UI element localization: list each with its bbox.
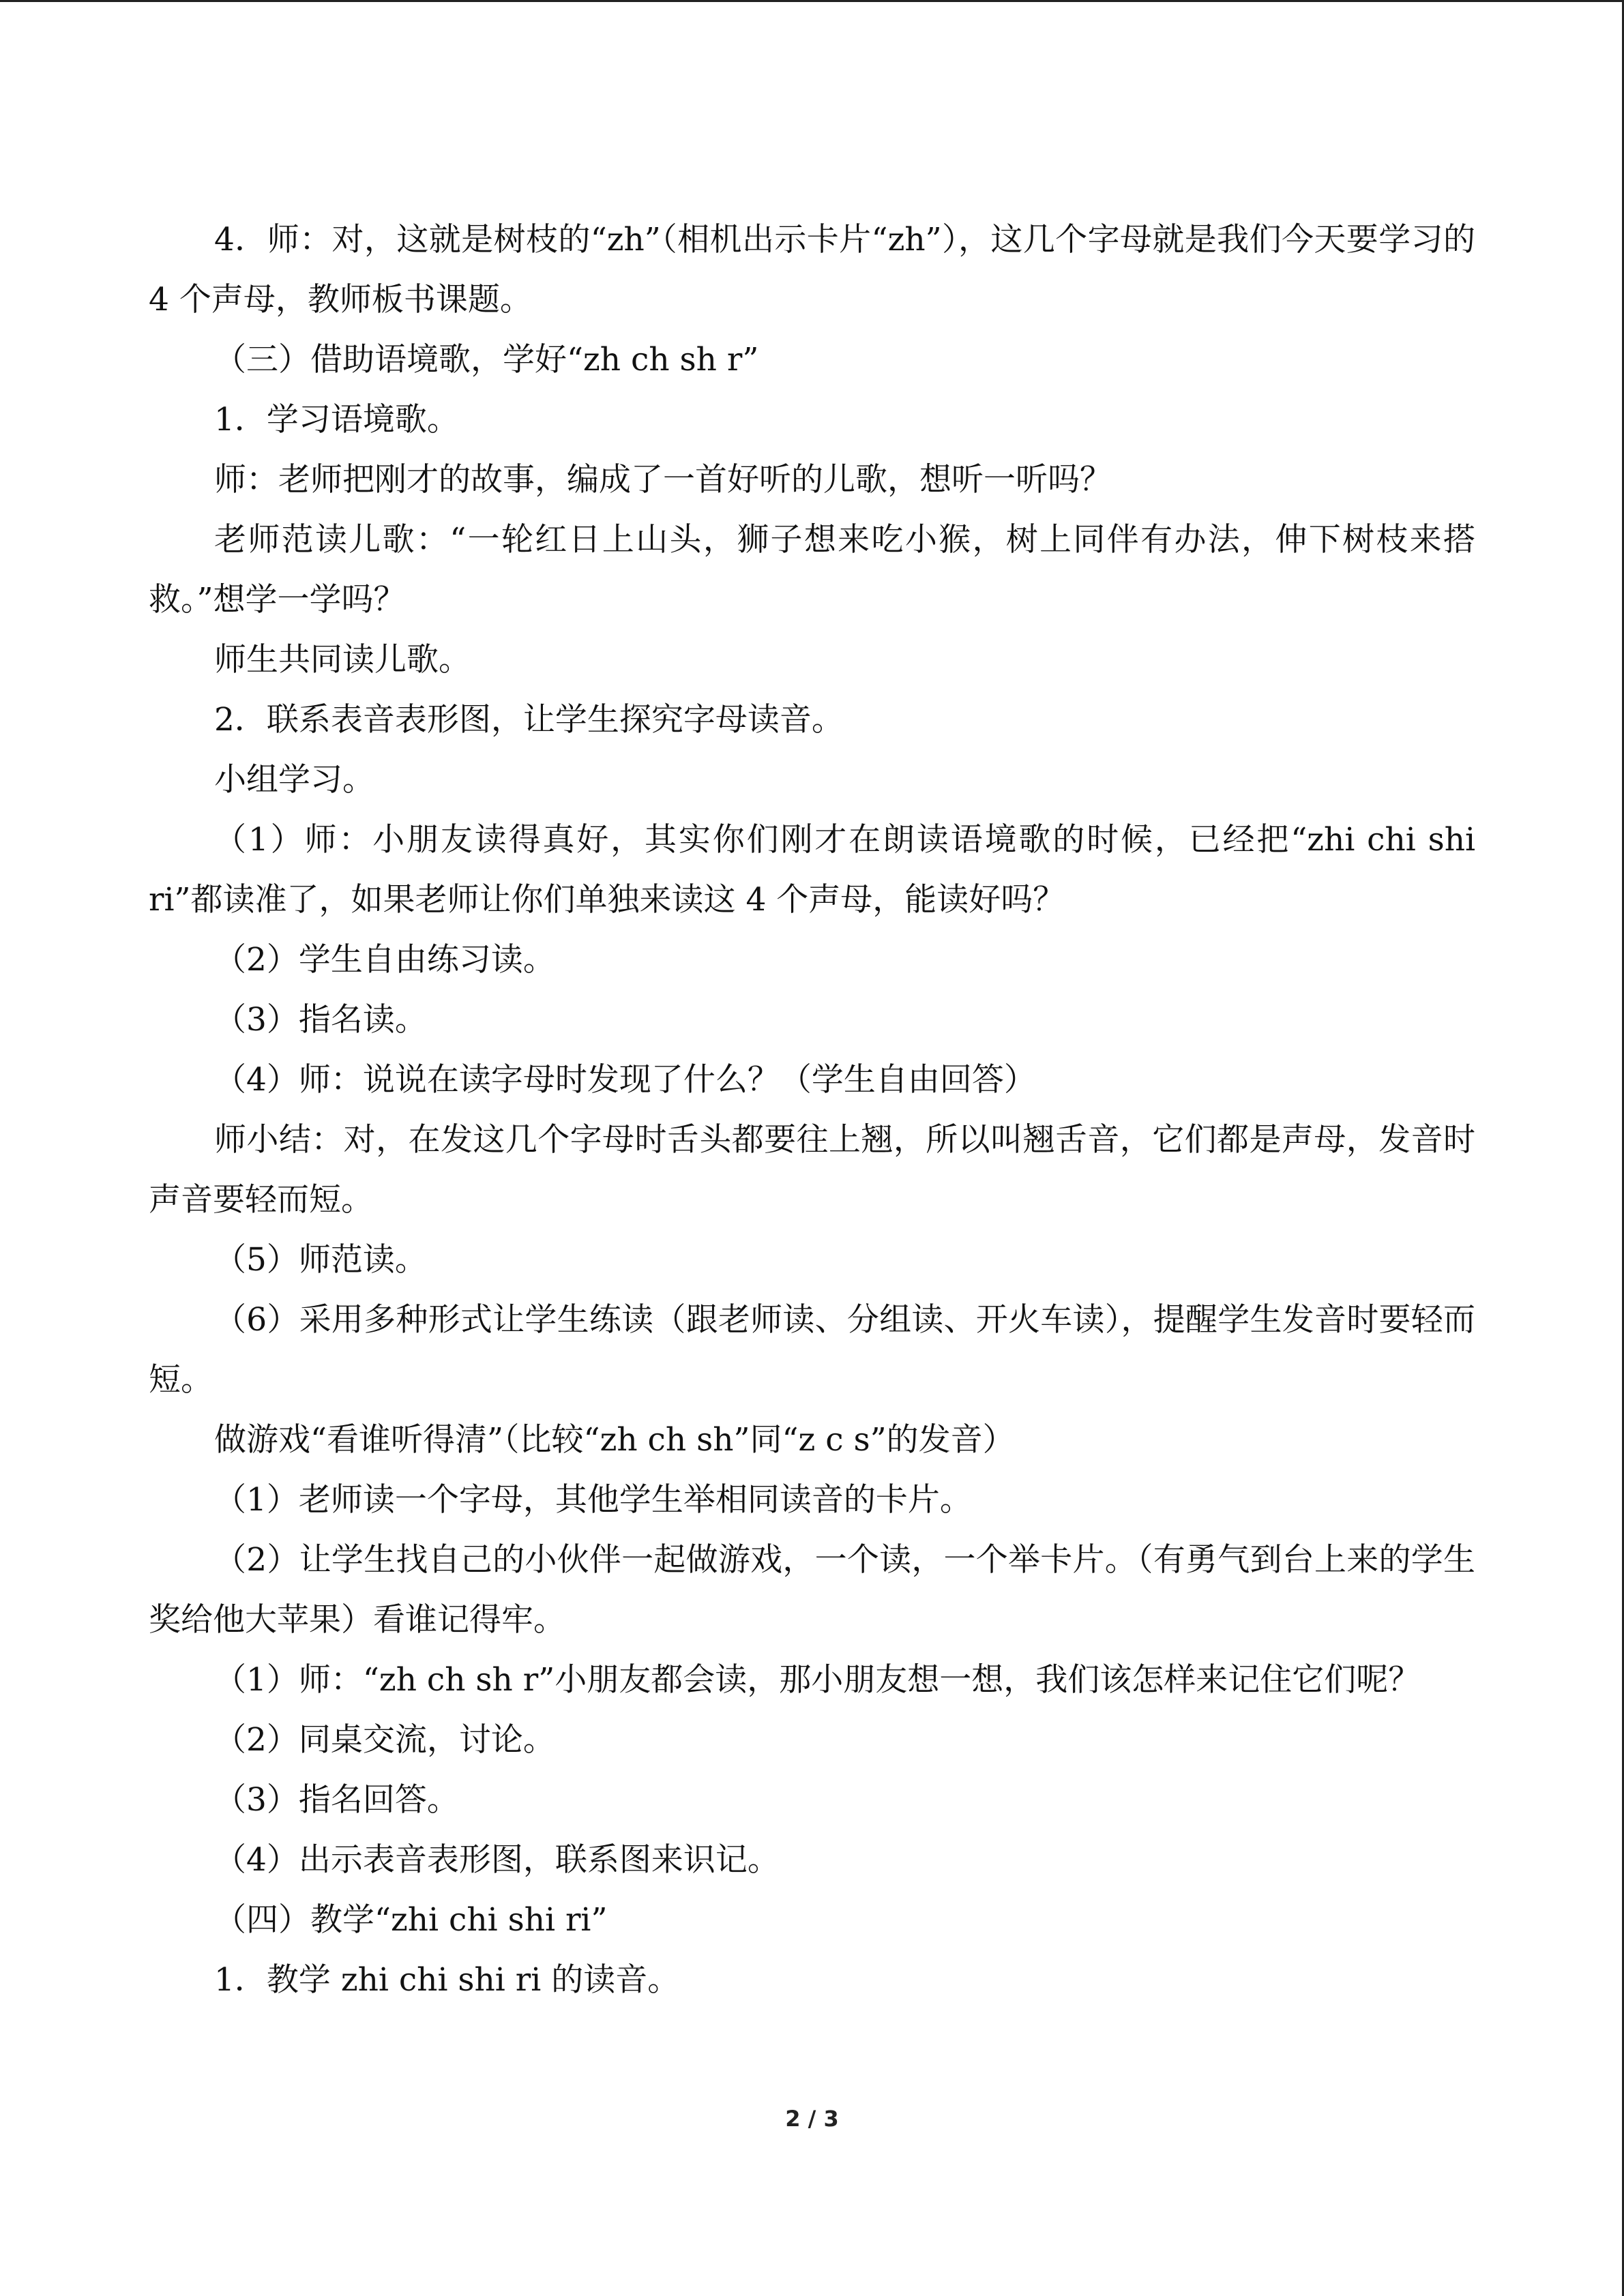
paragraph-13: 师小结：对，在发这几个字母时舌头都要往上翘，所以叫翘舌音，它们都是声母，发音时声音要轻而短。	[149, 1121, 1475, 1219]
paragraph-21: （3）指名回答。	[214, 1781, 459, 1819]
paragraph-16: 做游戏“看谁听得清”（比较“zh ch sh”同“z c s”的发音）	[214, 1421, 1015, 1459]
paragraph-17: （1）老师读一个字母，其他学生举相同读音的卡片。	[214, 1481, 972, 1519]
paragraph-3: 1．学习语境歌。	[214, 401, 459, 438]
paragraph-19: （1）师：“zh ch sh r”小朋友都会读，那小朋友想一想，我们该怎样来记住它们呢？	[214, 1661, 1421, 1699]
paragraph-14: （5）师范读。	[214, 1241, 427, 1279]
paragraph-24: 1．教学 zhi chi shi ri 的读音。	[214, 1961, 680, 1999]
paragraph-10: （2）学生自由练习读。	[214, 941, 555, 979]
paragraph-11: （3）指名读。	[214, 1001, 427, 1039]
paragraph-12: （4）师：说说在读字母时发现了什么？（学生自由回答）	[214, 1061, 1036, 1099]
section-heading-3: （三）借助语境歌，学好“zh ch sh r”	[214, 341, 759, 378]
paragraph-15: （6）采用多种形式让学生练读（跟老师读、分组读、开火车读），提醒学生发音时要轻而短。	[149, 1301, 1475, 1399]
paragraph-4: 师：老师把刚才的故事，编成了一首好听的儿歌，想听一听吗？	[214, 461, 1112, 498]
paragraph-1: 4．师：对，这就是树枝的“zh”（相机出示卡片“zh”），这几个字母就是我们今天要学习的 4 个声母，教师板书课题。	[149, 221, 1475, 318]
paragraph-18: （2）让学生找自己的小伙伴一起做游戏，一个读，一个举卡片。（有勇气到台上来的学生奖给他大苹果）看谁记得牢。	[149, 1541, 1475, 1639]
paragraph-6: 师生共同读儿歌。	[214, 641, 471, 679]
section-heading-4: （四）教学“zhi chi shi ri”	[214, 1901, 608, 1939]
paragraph-20: （2）同桌交流，讨论。	[214, 1721, 555, 1759]
paragraph-8: 小组学习。	[214, 761, 374, 799]
paragraph-5: 老师范读儿歌：“一轮红日上山头，狮子想来吃小猴，树上同伴有办法，伸下树枝来搭救。”想学一学吗？	[149, 521, 1475, 618]
page-number: 2 / 3	[785, 2106, 839, 2132]
paragraph-22: （4）出示表音表形图，联系图来识记。	[214, 1841, 780, 1879]
paragraph-9: （1）师：小朋友读得真好，其实你们刚才在朗读语境歌的时候，已经把“zhi chi shi ri”都读准了，如果老师让你们单独来读这 4 个声母，能读好吗？	[149, 821, 1475, 919]
paragraph-7: 2．联系表音表形图，让学生探究字母读音。	[214, 701, 844, 739]
document-body	[149, 210, 1475, 2010]
